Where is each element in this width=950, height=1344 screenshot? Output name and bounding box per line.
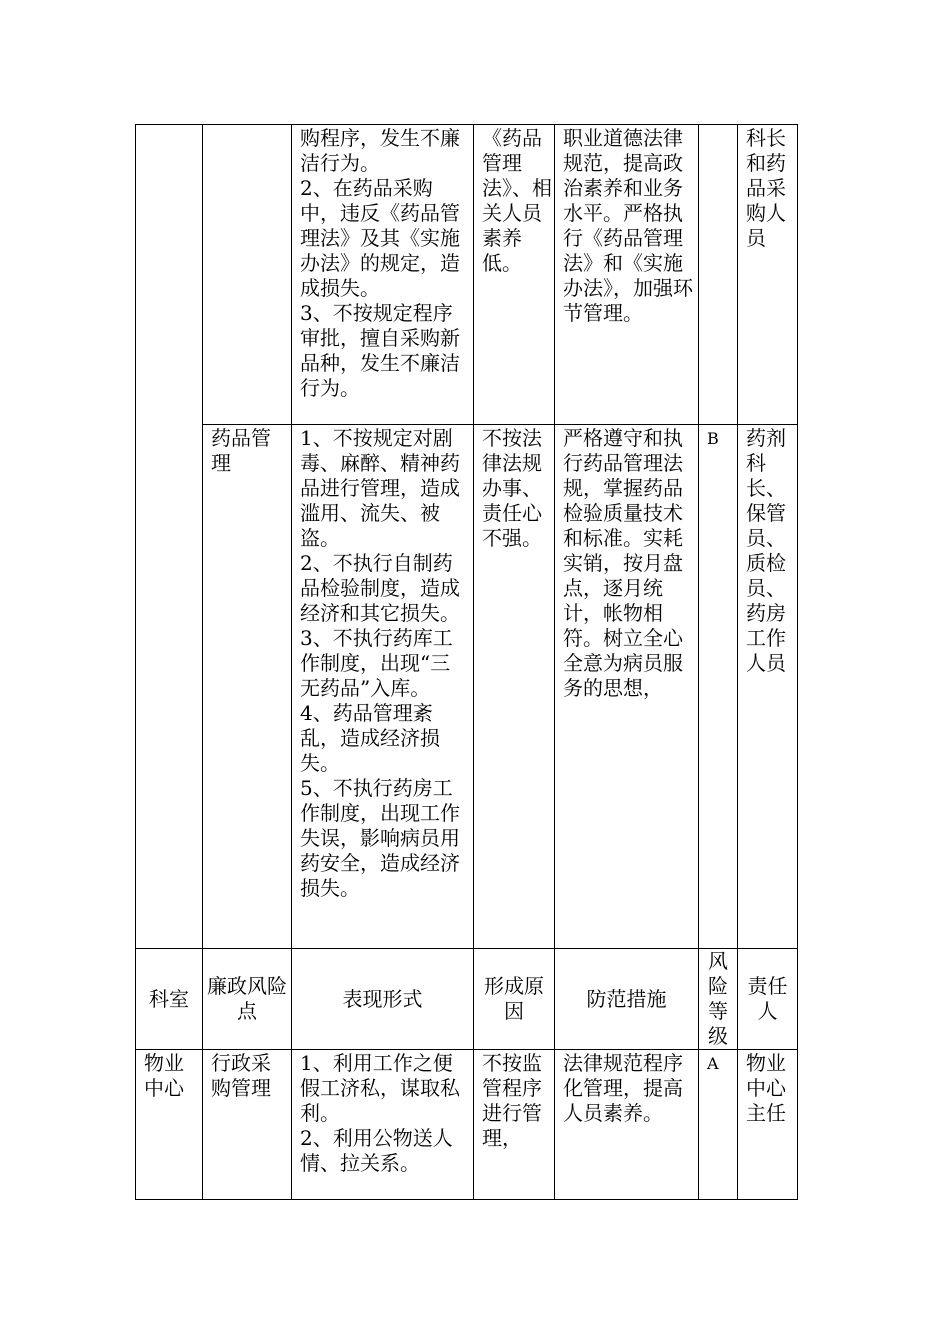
header-level: 风险等级 (699, 949, 738, 1050)
table-row (136, 425, 798, 949)
header-form: 表现形式 (292, 949, 474, 1050)
owner-cell: 药剂科长、保管员、质检员、药房工作人员 (738, 425, 798, 949)
level-cell: B (699, 425, 738, 949)
table-header-row (136, 949, 798, 1050)
owner-cell: 物业中心主任 (738, 1050, 798, 1200)
cause-cell: 不按监管程序进行管理， (474, 1050, 555, 1200)
form-cell: 1、不按规定对剧毒、麻醉、精神药品进行管理，造成滥用、流失、被盗。 2、不执行自制药品检验制度，造成经济和其它损失。 3、不执行药库工作制度，出现“三无药品”入库。 4、药品管理紊乱，造成经济损失。 5、不执行药房工作制度，出现工作失误，影响病员用药安全，造成经济损失。 (292, 425, 474, 949)
risk-point-cell (203, 125, 292, 425)
dept-cell (136, 125, 203, 949)
form-cell: 1、利用工作之便假工济私，谋取私利。 2、利用公物送人情、拉关系。 (292, 1050, 474, 1200)
risk-point-cell: 行政采购管理 (203, 1050, 292, 1200)
measures-cell: 法律规范程序化管理，提高人员素养。 (555, 1050, 699, 1200)
cause-cell: 不按法律法规办事、责任心不强。 (474, 425, 555, 949)
header-owner: 责任人 (738, 949, 798, 1050)
measures-cell: 严格遵守和执行药品管理法规，掌握药品检验质量技术和标准。实耗实销，按月盘点，逐月统计，帐物相符。树立全心全意为病员服务的思想， (555, 425, 699, 949)
header-risk-point: 廉政风险点 (203, 949, 292, 1050)
header-measures: 防范措施 (555, 949, 699, 1050)
measures-cell: 职业道德法律规范，提高政治素养和业务水平。严格执行《药品管理法》和《实施办法》，加强环节管理。 (555, 125, 699, 425)
risk-point-cell: 药品管理 (203, 425, 292, 949)
header-dept: 科室 (136, 949, 203, 1050)
form-cell: 购程序，发生不廉洁行为。 2、在药品采购中，违反《药品管理法》及其《实施办法》的规定，造成损失。 3、不按规定程序审批，擅自采购新品种，发生不廉洁行为。 (292, 125, 474, 425)
level-cell (699, 125, 738, 425)
table-row (136, 125, 798, 425)
level-cell: A (699, 1050, 738, 1200)
integrity-risk-table (135, 124, 798, 1200)
cause-cell: 《药品管理法》、相关人员素养低。 (474, 125, 555, 425)
dept-cell: 物业中心 (136, 1050, 203, 1200)
header-cause: 形成原因 (474, 949, 555, 1050)
owner-cell: 科长和药品采购人员 (738, 125, 798, 425)
table-row (136, 1050, 798, 1200)
